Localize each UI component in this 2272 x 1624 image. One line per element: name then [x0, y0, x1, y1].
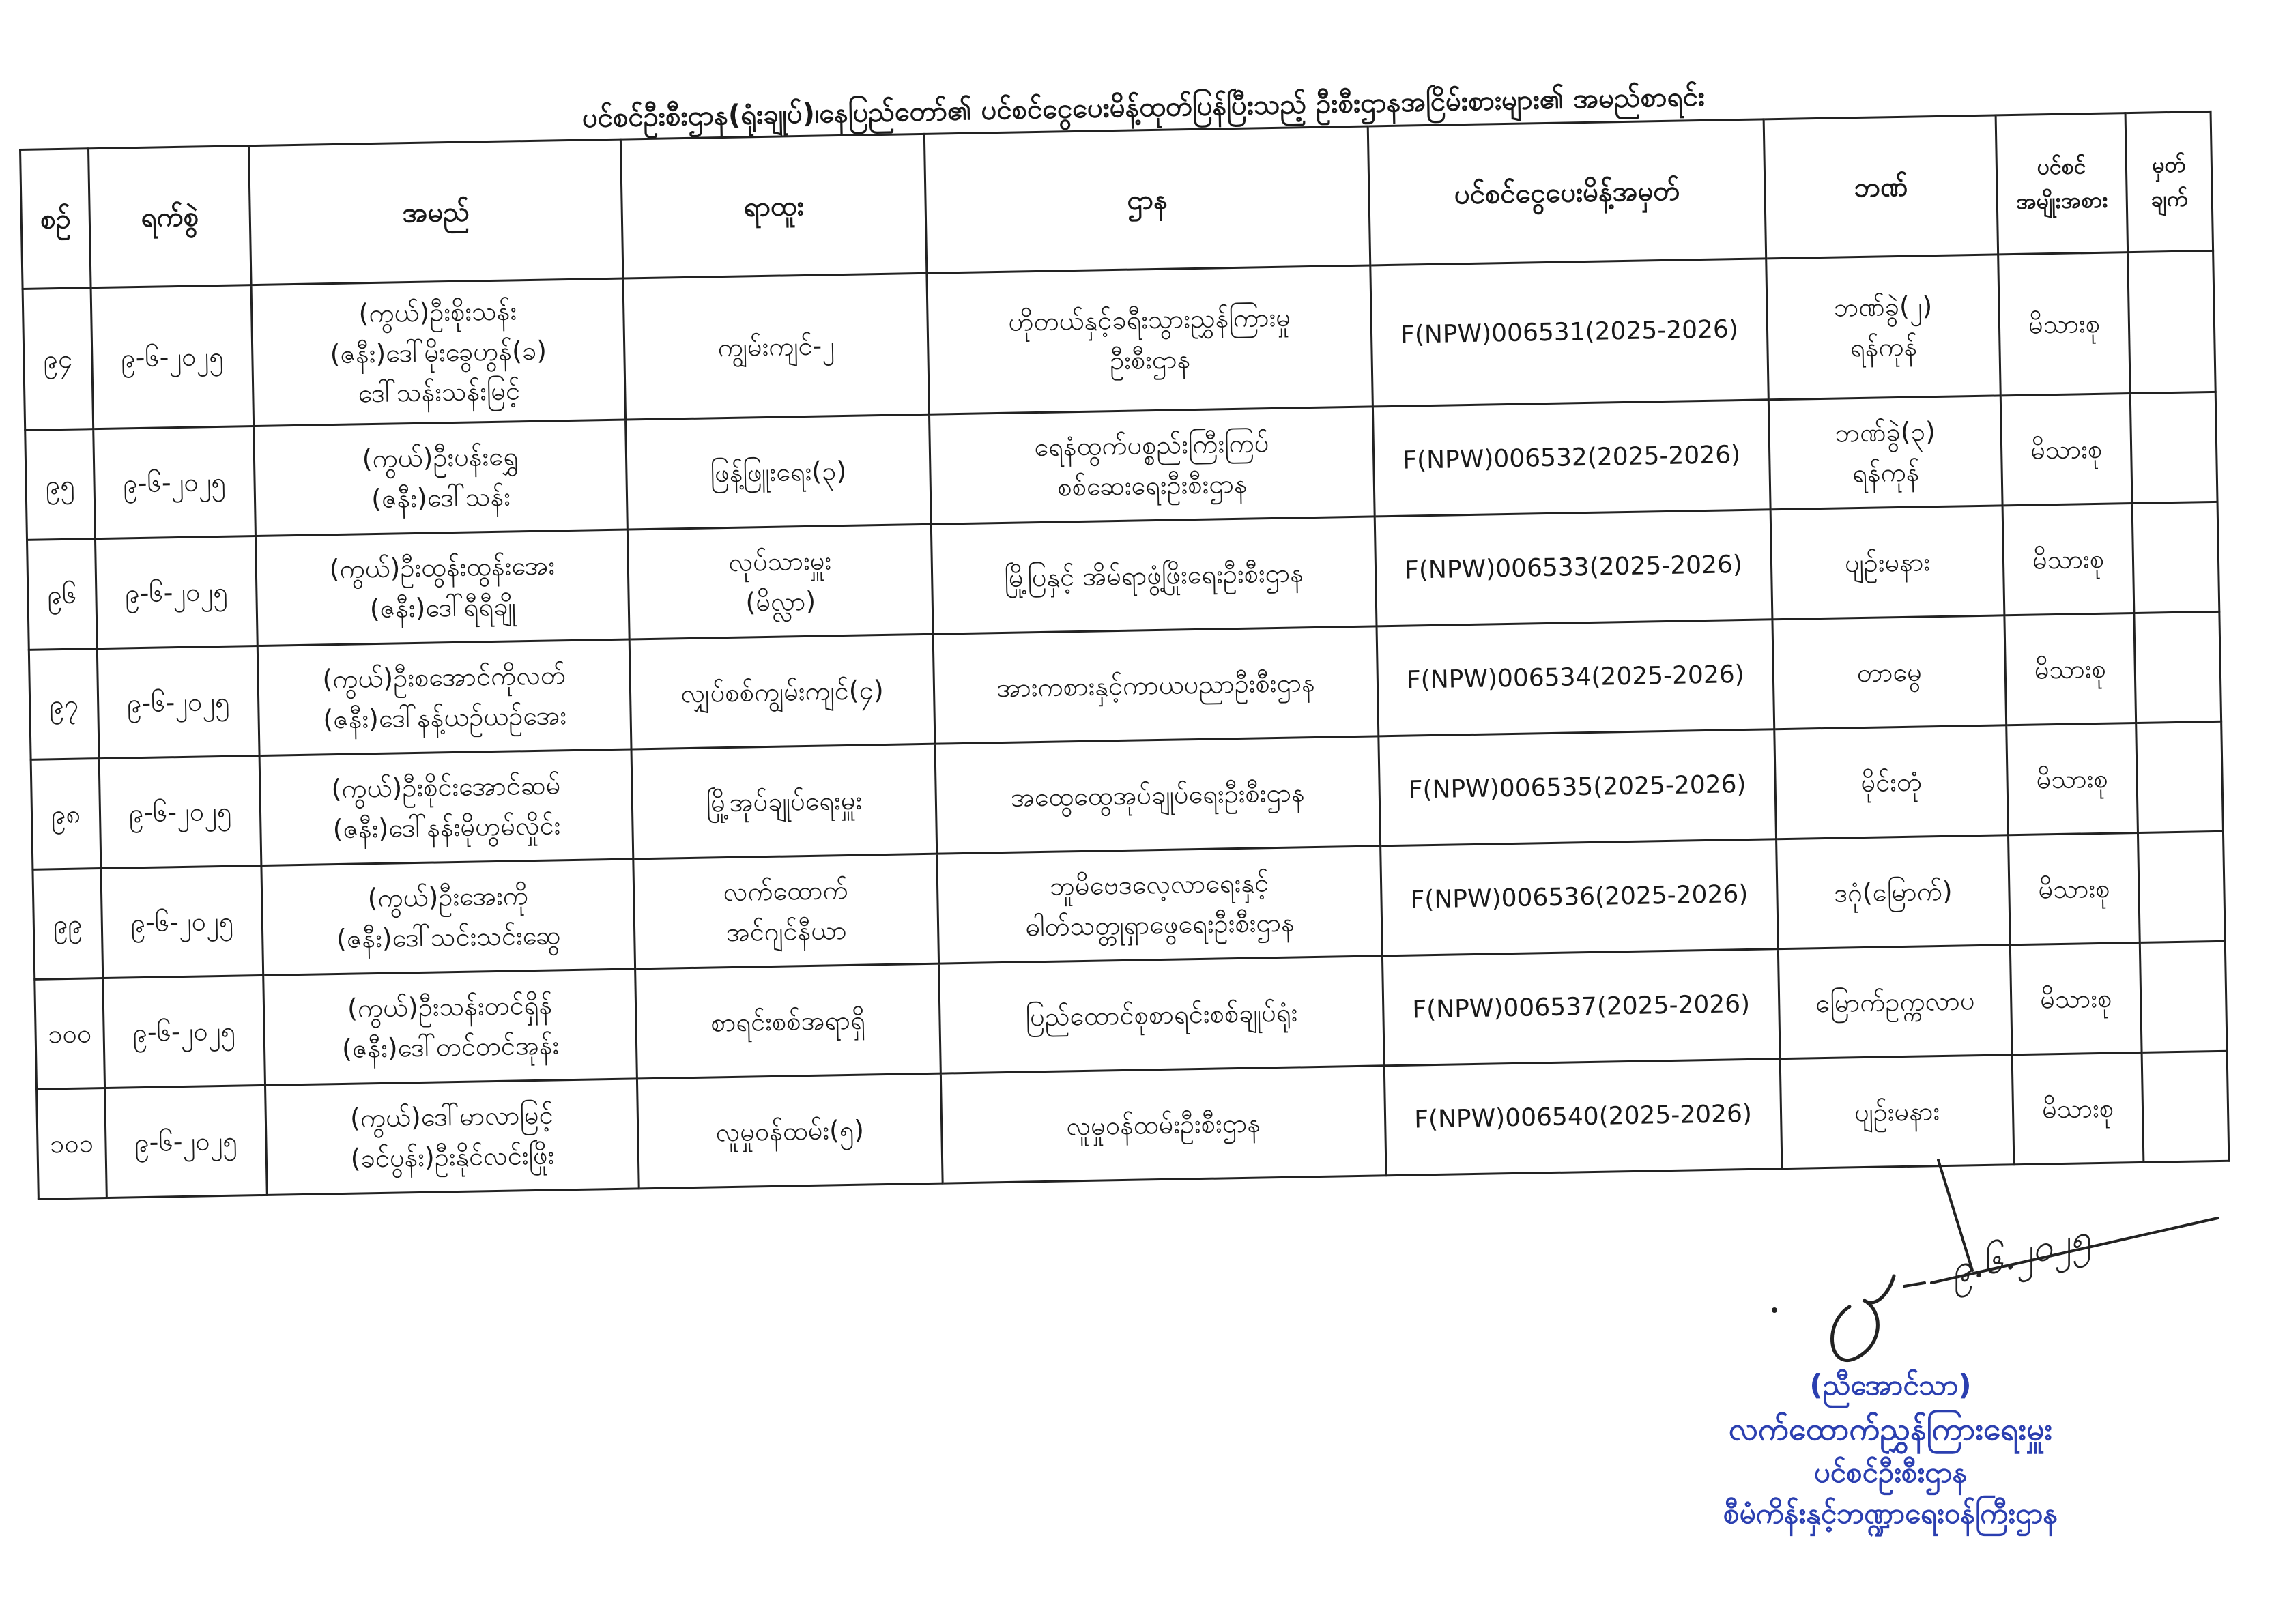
cell-rank: [637, 1073, 943, 1189]
cell-date: ၉-၆-၂၀၂၅: [101, 865, 263, 978]
cell-office: [1772, 615, 2007, 729]
cell-rank-line: အင်ဂျင်နီယာ: [725, 915, 848, 948]
cell-office-line: ပျဉ်းမနား: [1844, 546, 1931, 578]
cell-pension-type: မိသားစု: [2002, 504, 2134, 615]
header-office: ဘဏ်: [1764, 115, 1998, 259]
cell-office: [1778, 945, 2012, 1059]
cell-office-line: ပျဉ်းမနား: [1854, 1095, 1940, 1127]
cell-pension-type: မိသားစု: [2010, 942, 2142, 1054]
cell-rank-line: (မိလ္လာ): [745, 585, 816, 618]
cell-name: [261, 859, 635, 975]
header-date: ရက်စွဲ: [89, 146, 252, 288]
cell-pension-type: မိသားစု: [2007, 723, 2138, 835]
cell-pension-type: မိသားစု: [2004, 613, 2136, 725]
cell-office: [1766, 255, 2001, 400]
cell-rank-line: လက်ထောက်: [723, 875, 849, 908]
header-remark-line1: မှတ်: [2151, 151, 2186, 178]
cell-no: ၉၈: [31, 759, 101, 870]
cell-rank-line: ကျွမ်းကျင်-၂: [717, 330, 835, 362]
stamp-department: ပင်စင်ဦးစီးဌာန: [1813, 1455, 1968, 1489]
cell-office: [1780, 1055, 2014, 1169]
cell-date: ၉-၆-၂၀၂၅: [95, 536, 257, 649]
cell-remark: [2140, 941, 2227, 1052]
cell-department: [937, 846, 1383, 963]
cell-order-no: F(NPW)006531(2025-2026): [1370, 259, 1769, 407]
cell-department-line: အထွေထွေအုပ်ချုပ်ရေးဦးစီးဌာန: [1010, 777, 1306, 813]
cell-name: [265, 1079, 639, 1195]
header-rank: ရာထူး: [620, 134, 926, 278]
cell-rank: [626, 414, 932, 530]
cell-date: ၉-၆-၂၀၂၅: [103, 975, 265, 1088]
cell-department-line: ဦးစီးဌာန: [1109, 344, 1191, 376]
cell-remark: [2130, 392, 2217, 503]
cell-remark: [2138, 831, 2225, 942]
cell-name-line: (ဇနီး)ဒေါ်မိုးခွေဟွန်(ခ): [330, 335, 547, 369]
cell-name-line: (ဇနီး)ဒေါ်တင်တင်အုန်း: [341, 1030, 560, 1064]
cell-office-line: ဘဏ်ခွဲ(၃): [1835, 416, 1936, 448]
header-name: အမည်: [248, 139, 622, 285]
cell-department: [931, 517, 1377, 634]
cell-order-no: F(NPW)006534(2025-2026): [1377, 620, 1774, 736]
cell-no: ၁၀၁: [37, 1088, 107, 1200]
cell-department-line: စစ်ဆေးရေးဦးစီးဌာန: [1056, 468, 1248, 502]
cell-date: ၉-၆-၂၀၂၅: [99, 755, 261, 868]
cell-department-line: ဟိုတယ်နှင့်ခရီးသွားညွှန်ကြားမှု: [1007, 302, 1291, 337]
cell-department-line: အားကစားနှင့်ကာယပညာဦးစီးဌာန: [996, 667, 1316, 703]
cell-no: ၉၆: [27, 539, 98, 650]
cell-date: ၉-၆-၂၀၂၅: [105, 1085, 268, 1198]
cell-date: ၉-၆-၂၀၂၅: [91, 285, 254, 429]
cell-rank: [633, 854, 939, 969]
cell-name-line: (ဇနီး)ဒေါ်ရီရီချို: [369, 591, 517, 624]
cell-order-no: F(NPW)006540(2025-2026): [1384, 1059, 1782, 1176]
cell-rank-line: လူမှုဝန်ထမ်း(၅): [715, 1114, 865, 1147]
cell-department-line: ပြည်ထောင်စုစာရင်းစစ်ချုပ်ရုံး: [1025, 997, 1298, 1032]
cell-date: ၉-၆-၂၀၂၅: [97, 646, 259, 759]
table-body: [23, 250, 2229, 1199]
cell-name: [263, 969, 637, 1085]
cell-name: [251, 278, 626, 426]
cell-remark: [2136, 721, 2224, 832]
cell-office-line: ရန်ကုန်: [1852, 456, 1920, 489]
document-title: ပင်စင်ဦးစီးဌာန(ရုံးချုပ်)၊နေပြည်တော်၏ ပင်စင်ငွေပေးမိန့်ထုတ်ပြန်ပြီးသည့် ဦးစီးဌာနအငြိမ်းစားများ၏ အမည်စာရင်း: [581, 81, 1706, 134]
cell-name-line: ဒေါ်သန်းသန်းမြင့်: [358, 375, 521, 409]
cell-name-line: (ဇနီး)ဒေါ်သင်းသင်းဆွေ: [336, 920, 561, 955]
cell-remark: [2132, 502, 2219, 613]
cell-name-line: (ဇနီး)ဒေါ်နန်းမိုဟွမ်လှိုင်း: [332, 810, 561, 845]
cell-department: [940, 1066, 1386, 1183]
cell-order-no: F(NPW)006537(2025-2026): [1382, 949, 1780, 1066]
cell-name-line: (ကွယ်)ဦးထွန်းထွန်းအေး: [329, 550, 556, 585]
signature-date: ၉.၆.၂၀၂၅: [1945, 1215, 2095, 1292]
cell-pension-type: မိသားစု: [2012, 1052, 2144, 1164]
cell-office: [1774, 725, 2009, 839]
cell-name-line: (ကွယ်)ဦးစိုးသန်း: [358, 295, 517, 329]
header-pension-type: [1996, 113, 2128, 255]
cell-office-line: မိုင်းတုံ: [1860, 766, 1923, 798]
cell-office-line: မြောက်ဥက္ကလာပ: [1815, 985, 1975, 1018]
cell-no: ၉၇: [29, 649, 99, 760]
pension-table-container: [19, 111, 2228, 1200]
cell-department-line: ဘူမိဗေဒလေ့လာရေးနှင့်: [1049, 867, 1269, 901]
stamp-position: လက်ထောက်ညွှန်ကြားရေးမှူး: [1728, 1410, 2053, 1447]
cell-remark: [2142, 1051, 2229, 1162]
cell-name-line: (ဇနီး)ဒေါ်သန်း: [371, 481, 511, 514]
cell-office: [1768, 396, 2002, 510]
cell-name-line: (ခင်ပွန်း)ဦးနိုင်လင်းဖြိုး: [350, 1140, 555, 1174]
cell-date: ၉-၆-၂၀၂၅: [94, 426, 256, 539]
stamp-name: (ညီအောင်သာ): [1809, 1368, 1972, 1402]
cell-office-line: ဒဂုံ(မြောက်): [1833, 875, 1953, 908]
cell-office-line: တာမွေ: [1856, 656, 1923, 688]
official-stamp: [1638, 1365, 2143, 1535]
cell-no: ၁၀၀: [35, 978, 105, 1090]
cell-pension-type: မိသားစု: [2000, 394, 2132, 506]
cell-name-line: (ကွယ်)ဦးစအောင်ကိုလတ်: [322, 660, 566, 695]
cell-department: [933, 626, 1379, 744]
cell-rank: [627, 524, 933, 639]
cell-department: [927, 265, 1373, 414]
cell-pension-type: မိသားစု: [1998, 252, 2131, 396]
cell-name-line: (ကွယ်)ဦးသန်းတင်ရှိန်: [347, 989, 553, 1024]
header-no: စဉ်: [20, 149, 91, 289]
header-pension-type-line1: ပင်စင်: [2037, 153, 2086, 180]
cell-name-line: (ကွယ်)ဦးပန်းရွှေ: [362, 441, 519, 474]
cell-no: ၉၉: [33, 869, 103, 980]
cell-department-line: လူမှုဝန်ထမ်းဦးစီးဌာန: [1066, 1107, 1261, 1141]
cell-rank: [629, 634, 935, 749]
cell-department: [929, 407, 1375, 524]
cell-name-line: (ကွယ်)ဒေါ်မာလာမြင့်: [349, 1099, 554, 1133]
cell-department-line: ရေနံထွက်ပစ္စည်းကြီးကြပ်: [1034, 428, 1269, 463]
pension-roster-table: [19, 111, 2230, 1200]
cell-rank: [631, 744, 937, 859]
cell-office-line: ရန်ကုန်: [1850, 331, 1918, 363]
cell-rank: [635, 963, 941, 1079]
cell-remark: [2134, 611, 2221, 723]
cell-order-no: F(NPW)006532(2025-2026): [1372, 400, 1770, 517]
header-pension-type-line2: အမျိုးအစား: [2015, 186, 2108, 214]
cell-office: [1777, 835, 2011, 949]
cell-office-line: ဘဏ်ခွဲ(၂): [1833, 291, 1933, 323]
cell-name: [255, 530, 629, 646]
cell-order-no: F(NPW)006533(2025-2026): [1375, 510, 1772, 626]
header-remark: [2125, 111, 2213, 252]
cell-name-line: (ဇနီး)ဒေါ်နန့်ယဉ်ယဉ်အေး: [322, 700, 567, 735]
cell-no: ၉၅: [25, 429, 96, 540]
cell-rank-line: ဖြန့်ဖြူးရေး(၃): [710, 455, 847, 488]
cell-name-line: (ကွယ်)ဦးအေးကို: [367, 880, 529, 914]
cell-rank: [623, 273, 930, 420]
header-department: ဌာန: [924, 126, 1370, 273]
header-order-no: ပင်စင်ငွေပေးမိန့်အမှတ်: [1368, 119, 1766, 265]
cell-office: [1770, 506, 2004, 620]
cell-order-no: F(NPW)006536(2025-2026): [1381, 839, 1779, 956]
cell-name: [257, 639, 631, 755]
cell-department-line: မြို့ပြနှင့် အိမ်ရာဖွံ့ဖြိုးရေးဦးစီးဌာန: [1004, 557, 1304, 593]
stamp-ministry: စီမံကိန်းနှင့်ဘဏ္ဍာရေးဝန်ကြီးဌာန: [1723, 1496, 2058, 1531]
cell-remark: [2128, 250, 2216, 393]
cell-rank-line: လုပ်သားမှူး: [728, 545, 832, 578]
cell-no: ၉၄: [23, 288, 94, 431]
cell-department-line: ဓါတ်သတ္တုရှာဖွေရေးဦးစီးဌာန: [1025, 907, 1295, 942]
cell-pension-type: မိသားစု: [2008, 832, 2140, 944]
cell-name: [259, 749, 633, 865]
cell-department: [939, 956, 1385, 1073]
cell-rank-line: မြို့အုပ်ချုပ်ရေးမှူး: [706, 785, 863, 818]
cell-name: [254, 420, 628, 536]
cell-rank-line: စာရင်းစစ်အရာရှိ: [710, 1004, 866, 1038]
cell-rank-line: လျှပ်စစ်ကျွမ်းကျင်(၄): [680, 674, 885, 708]
cell-department: [935, 736, 1381, 854]
header-remark-line2: ချက်: [2151, 185, 2189, 212]
cell-name-line: (ကွယ်)ဦးစိုင်းအောင်ဆမ်: [331, 770, 561, 804]
cell-order-no: F(NPW)006535(2025-2026): [1379, 729, 1777, 846]
